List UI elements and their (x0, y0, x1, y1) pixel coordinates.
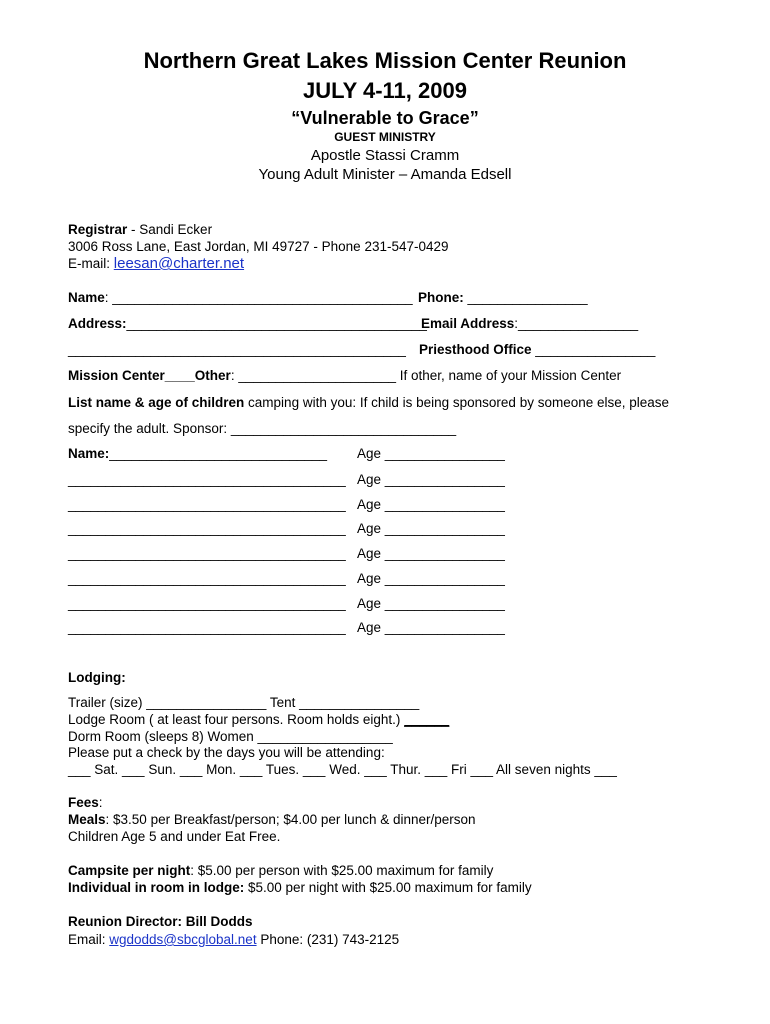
dorm-room-blank[interactable]: ____________ (302, 729, 393, 744)
child-name-label: Name: (68, 446, 110, 461)
young-adult-minister: Young Adult Minister – Amanda Edsell (258, 166, 512, 183)
child-age-field[interactable]: Age ________________ (357, 546, 505, 561)
registrar-email-link[interactable]: leesan@charter.net (113, 255, 245, 272)
name-blank[interactable]: : ________________________________________ (104, 290, 413, 305)
event-theme: “Vulnerable to Grace” (291, 108, 479, 128)
mission-other-hint: If other, name of your Mission Center (395, 368, 622, 383)
children-intro (68, 394, 669, 411)
children-label: List name & age of children (68, 395, 245, 410)
child-age-field[interactable]: Age ________________ (357, 596, 505, 611)
child-row-blank[interactable]: _____________________________________ (68, 521, 346, 536)
days-checkboxes[interactable]: ___ Sat. ___ Sun. ___ Mon. ___ Tues. ___ Wed. ___ Thur. ___ Fri ___ All seven nights ___ (68, 762, 617, 777)
email-address-field[interactable] (421, 315, 638, 332)
registrar-address: 3006 Ross Lane, East Jordan, MI 49727 - Phone 231-547-0429 (68, 239, 449, 254)
lodge-fee-label: Individual in room in lodge: (68, 880, 245, 895)
name-label: Name (68, 290, 105, 305)
lodge-room-blank[interactable]: ______ (404, 712, 450, 727)
priesthood-field[interactable] (419, 341, 655, 358)
phone-label: Phone: (418, 290, 464, 305)
sponsor-field[interactable]: specify the adult. Sponsor: ______________________________ (68, 421, 457, 436)
child-row-blank[interactable]: _____________________________________ (68, 596, 346, 611)
director-name: Reunion Director: Bill Dodds (68, 914, 253, 929)
lodging-heading: Lodging: (68, 670, 126, 685)
address-label: Address: (68, 316, 127, 331)
child-row-blank[interactable]: _____________________________________ (68, 546, 346, 561)
guest-name: Apostle Stassi Cramm (310, 147, 460, 164)
priesthood-label: Priesthood Office (419, 342, 532, 357)
registrar-email-label: E-mail: (68, 256, 114, 271)
email-address-label: Email Address (421, 316, 515, 331)
child-name-blank[interactable]: _____________________________ (109, 446, 327, 461)
email-address-blank[interactable]: :________________ (514, 316, 639, 331)
child-row-blank[interactable]: _____________________________________ (68, 571, 346, 586)
lodge-room-label: Lodge Room ( at least four persons. Room holds eight.) (68, 712, 401, 727)
page-title: Northern Great Lakes Mission Center Reunion (143, 48, 627, 73)
registrar-line (68, 221, 212, 238)
child-row-blank[interactable]: _____________________________________ (68, 620, 346, 635)
fees-label: Fees (68, 795, 99, 810)
address-line-2-blank[interactable]: _____________________________________________ (68, 342, 406, 357)
lodge-fee-line (68, 879, 532, 896)
child-age-field[interactable]: Age ________________ (357, 472, 505, 487)
event-dates: JULY 4-11, 2009 (303, 78, 467, 103)
lodge-room-field[interactable] (68, 711, 449, 728)
child-row-blank[interactable]: _____________________________________ (68, 497, 346, 512)
name-field[interactable] (68, 289, 413, 306)
child-age-field[interactable]: Age ________________ (357, 620, 505, 635)
director-phone: Phone: (231) 743-2125 (256, 932, 400, 947)
child-name-field[interactable] (68, 445, 327, 462)
guest-ministry-label: GUEST MINISTRY (334, 130, 436, 144)
lodge-fee-text: $5.00 per night with $25.00 maximum for family (244, 880, 532, 895)
director-email-label: Email: (68, 932, 110, 947)
fees-heading (68, 794, 103, 811)
trailer-tent-field[interactable]: Trailer (size) ________________ Tent ________________ (68, 695, 420, 710)
child-age-field[interactable]: Age ________________ (357, 497, 505, 512)
dorm-room-field[interactable] (68, 728, 393, 745)
children-text: camping with you: If child is being sponsored by someone else, please (244, 395, 670, 410)
meals-label: Meals (68, 812, 106, 827)
priesthood-blank[interactable]: ________________ (531, 342, 656, 357)
director-email-link[interactable]: wgdodds@sbcglobal.net (109, 932, 257, 947)
mission-center-label: Mission Center____Other (68, 368, 231, 383)
days-prompt: Please put a check by the days you will be attending: (68, 745, 385, 760)
dorm-room-label: Dorm Room (sleeps 8) Women ______ (68, 729, 303, 744)
registrar-name: - Sandi Ecker (127, 222, 213, 237)
campsite-line (68, 862, 493, 879)
child-age-field[interactable]: Age ________________ (357, 571, 505, 586)
registrar-email-line (68, 255, 244, 272)
campsite-text: : $5.00 per person with $25.00 maximum for family (190, 863, 494, 878)
campsite-label: Campsite per night (68, 863, 191, 878)
address-field[interactable] (68, 315, 427, 332)
meals-text: : $3.50 per Breakfast/person; $4.00 per lunch & dinner/person (105, 812, 476, 827)
child-row-blank[interactable]: _____________________________________ (68, 472, 346, 487)
child-age-field[interactable]: Age ________________ (357, 521, 505, 536)
fees-colon: : (98, 795, 103, 810)
meals-line (68, 811, 476, 828)
phone-blank[interactable]: ________________ (463, 290, 588, 305)
address-blank[interactable]: ________________________________________ (126, 316, 427, 331)
mission-center-field[interactable] (68, 367, 621, 384)
mission-other-blank[interactable]: : _____________________ (230, 368, 396, 383)
registrar-label: Registrar (68, 222, 128, 237)
child-age-field[interactable]: Age ________________ (357, 446, 505, 461)
director-contact (68, 931, 399, 948)
children-free-line: Children Age 5 and under Eat Free. (68, 829, 281, 844)
phone-field[interactable] (418, 289, 588, 306)
